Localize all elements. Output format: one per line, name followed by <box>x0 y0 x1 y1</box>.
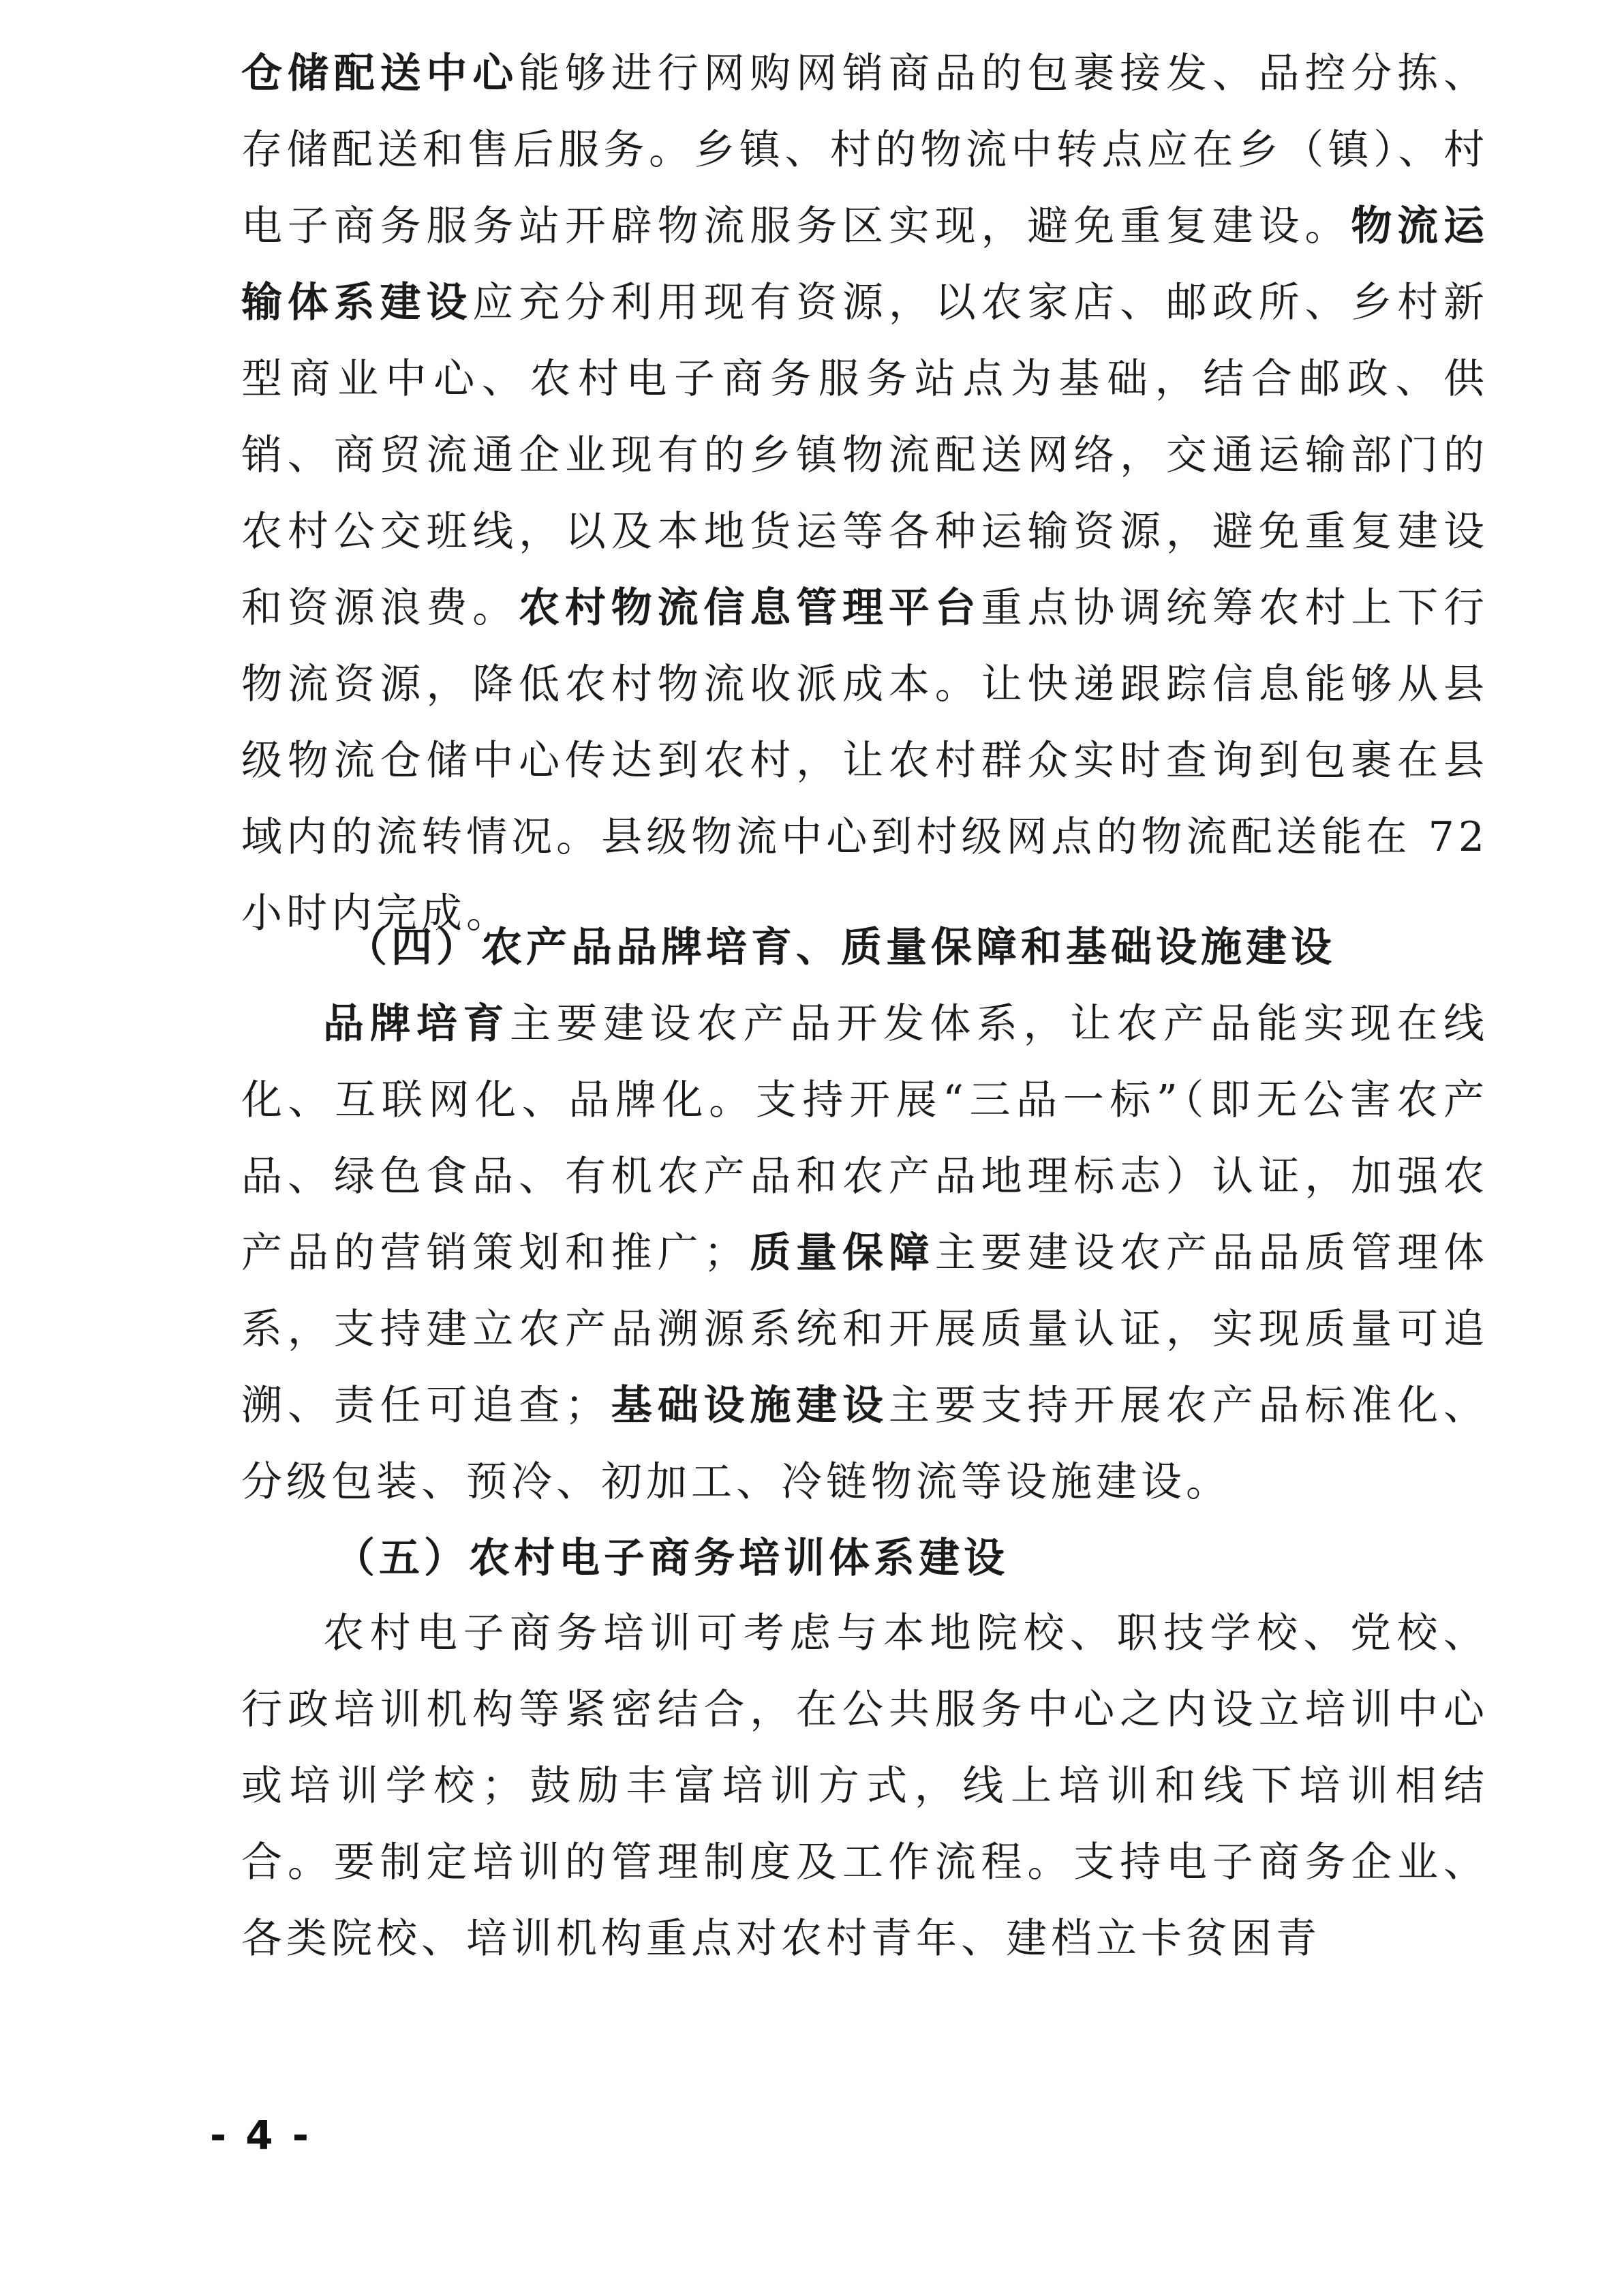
bold-term-infrastructure: 基础设施建设 <box>609 1382 889 1430</box>
paragraph-text: 应充分利用现有资源，以农家店、邮政所、乡村新型商业中心、农村电子商务服务站点为基础，结合邮政、供销、商贸流通企业现有的乡镇物流配送网络，交通运输部门的农村公交班线，以及本地货运等各种运输资源，避免重复建设和资源浪费。 <box>241 279 1489 632</box>
paragraph-text: 主要建设农产品开发体系，让农产品能实现在线化、互联网化、品牌化。支持开展“三品一标”（即无公害农产品、绿色食品、有机农产品和农产品地理标志）认证，加强农产品的营销策划和推广； <box>241 1000 1488 1277</box>
section-heading-5: （五）农村电子商务培训体系建设 <box>334 1535 1009 1582</box>
bold-term-transport-system: 物流运输体系建设 <box>241 202 1489 327</box>
bold-term-quality: 质量保障 <box>748 1229 935 1277</box>
section-heading-4: （四）农产品品牌培育、质量保障和基础设施建设 <box>346 924 1336 971</box>
paragraph-text: 重点协调统筹农村上下行物流资源，降低农村物流收派成本。让快递跟踪信息能够从县级物流仓储中心传达到农村，让农村群众实时查询到包裹在县域内的流转情况。县级物流中心到村级网点的物流配送能在 72 小时内完成。 <box>241 584 1489 937</box>
paragraph-text: 主要支持开展农产品标准化、分级包装、预冷、初加工、冷链物流等设施建设。 <box>241 1382 1489 1506</box>
bold-term-info-platform: 农村物流信息管理平台 <box>519 584 981 632</box>
bold-term-brand: 品牌培育 <box>323 1000 510 1048</box>
paragraph-text: 能够进行网购网销商品的包裹接发、品控分拣、存储配送和售后服务。乡镇、村的物流中转点应在乡（镇）、村电子商务服务站开辟物流服务区实现，避免重复建设。 <box>241 50 1488 250</box>
paragraph-text: 主要建设农产品品质管理体系，支持建立农产品溯源系统和开展质量认证，实现质量可追溯、责任可追查； <box>241 1229 1489 1430</box>
bold-term-warehouse-center: 仓储配送中心 <box>241 50 519 97</box>
paragraph-logistics <box>241 35 1488 952</box>
paragraph-training: 农村电子商务培训可考虑与本地院校、职技学校、党校、行政培训机构等紧密结合，在公共服务中心之内设立培训中心或培训学校；鼓励丰富培训方式，线上培训和线下培训相结合。要制定培训的管理制度及工作流程。支持电子商务企业、各类院校、培训机构重点对农村青年、建档立卡贫困青 <box>241 1610 1488 1963</box>
paragraph-brand-quality <box>241 986 1488 1520</box>
page-number: - 4 - <box>210 2112 311 2158</box>
